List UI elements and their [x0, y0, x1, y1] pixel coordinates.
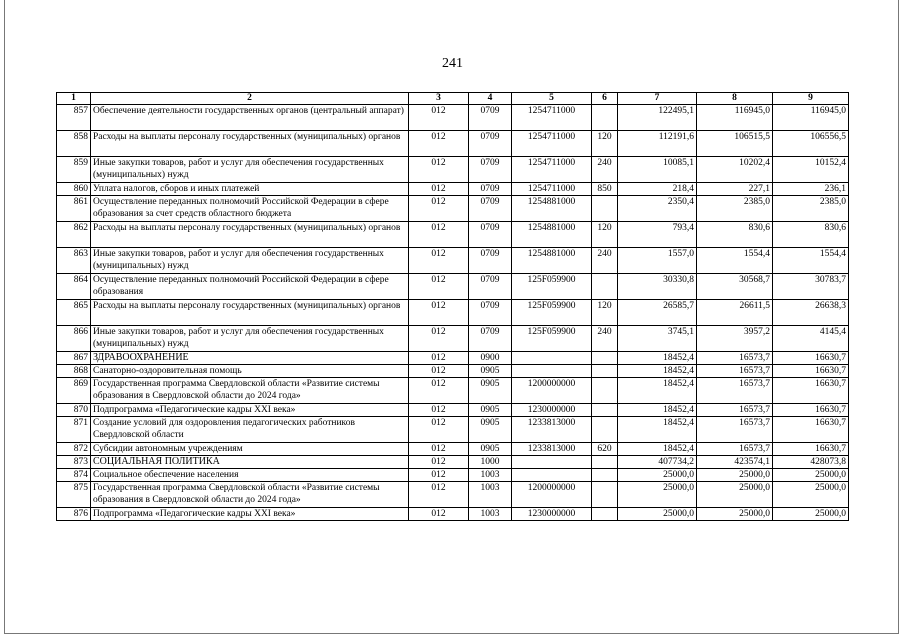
row-name: Государственная программа Свердловской области «Развитие системы образования в Свердловской области до 2024 года»: [91, 482, 409, 508]
row-number: 861: [57, 196, 91, 222]
row-ministry-code: 012: [409, 326, 469, 352]
row-target-code: 1254881000: [512, 248, 592, 274]
row-amount-2: 26611,5: [697, 300, 773, 326]
row-target-code: 1254711000: [512, 157, 592, 183]
row-ministry-code: 012: [409, 222, 469, 248]
row-name: Иные закупки товаров, работ и услуг для обеспечения государственных (муниципальных) нужд: [91, 248, 409, 274]
row-number: 858: [57, 131, 91, 157]
row-name: Обеспечение деятельности государственных органов (центральный аппарат): [91, 105, 409, 131]
row-expense-type: 120: [592, 300, 618, 326]
table-row: [57, 248, 849, 274]
row-amount-1: 407734,2: [618, 456, 697, 469]
row-name: Санаторно-оздоровительная помощь: [91, 365, 409, 378]
table-row: [57, 131, 849, 157]
row-target-code: 1254881000: [512, 196, 592, 222]
table-row: [57, 300, 849, 326]
row-name: Расходы на выплаты персоналу государственных (муниципальных) органов: [91, 300, 409, 326]
row-section-code: 1003: [469, 482, 512, 508]
row-number: 869: [57, 378, 91, 404]
row-target-code: 1230000000: [512, 508, 592, 521]
row-name: Иные закупки товаров, работ и услуг для обеспечения государственных (муниципальных) нужд: [91, 326, 409, 352]
table-row: [57, 157, 849, 183]
row-amount-3: 236,1: [773, 183, 849, 196]
row-expense-type: [592, 508, 618, 521]
row-amount-2: 16573,7: [697, 404, 773, 417]
header-row: [57, 93, 849, 105]
row-number: 862: [57, 222, 91, 248]
row-expense-type: [592, 352, 618, 365]
row-amount-3: 10152,4: [773, 157, 849, 183]
table-row: [57, 378, 849, 404]
row-amount-3: 116945,0: [773, 105, 849, 131]
row-target-code: [512, 456, 592, 469]
row-number: 864: [57, 274, 91, 300]
row-amount-1: 122495,1: [618, 105, 697, 131]
row-name: ЗДРАВООХРАНЕНИЕ: [91, 352, 409, 365]
row-amount-1: 18452,4: [618, 352, 697, 365]
table-row: [57, 417, 849, 443]
row-number: 873: [57, 456, 91, 469]
row-amount-2: 16573,7: [697, 365, 773, 378]
row-amount-3: 16630,7: [773, 378, 849, 404]
row-target-code: 1200000000: [512, 482, 592, 508]
row-amount-3: 16630,7: [773, 352, 849, 365]
row-ministry-code: 012: [409, 378, 469, 404]
row-name: Иные закупки товаров, работ и услуг для обеспечения государственных (муниципальных) нужд: [91, 157, 409, 183]
table-row: [57, 183, 849, 196]
row-name: Государственная программа Свердловской области «Развитие системы образования в Свердловской области до 2024 года»: [91, 378, 409, 404]
row-amount-3: 16630,7: [773, 443, 849, 456]
row-ministry-code: 012: [409, 274, 469, 300]
row-section-code: 1000: [469, 456, 512, 469]
row-amount-1: 18452,4: [618, 378, 697, 404]
row-name: Расходы на выплаты персоналу государственных (муниципальных) органов: [91, 131, 409, 157]
table-row: [57, 365, 849, 378]
row-expense-type: 240: [592, 326, 618, 352]
row-section-code: 0709: [469, 248, 512, 274]
row-ministry-code: 012: [409, 352, 469, 365]
row-name: Уплата налогов, сборов и иных платежей: [91, 183, 409, 196]
row-name: Осуществление переданных полномочий Российской Федерации в сфере образования: [91, 274, 409, 300]
row-section-code: 1003: [469, 508, 512, 521]
row-expense-type: [592, 378, 618, 404]
column-header-3: 3: [409, 93, 469, 105]
row-expense-type: 850: [592, 183, 618, 196]
row-ministry-code: 012: [409, 105, 469, 131]
row-section-code: 0709: [469, 157, 512, 183]
row-ministry-code: 012: [409, 131, 469, 157]
row-ministry-code: 012: [409, 508, 469, 521]
row-expense-type: [592, 365, 618, 378]
row-number: 867: [57, 352, 91, 365]
row-section-code: 0905: [469, 404, 512, 417]
row-name: Подпрограмма «Педагогические кадры XXI века»: [91, 404, 409, 417]
table-row: [57, 482, 849, 508]
row-amount-2: 106515,5: [697, 131, 773, 157]
column-header-2: 2: [91, 93, 409, 105]
row-amount-3: 830,6: [773, 222, 849, 248]
row-expense-type: 120: [592, 131, 618, 157]
table-row: [57, 222, 849, 248]
row-amount-3: 26638,3: [773, 300, 849, 326]
row-amount-1: 18452,4: [618, 443, 697, 456]
row-section-code: 0905: [469, 378, 512, 404]
column-header-8: 8: [697, 93, 773, 105]
row-amount-2: 25000,0: [697, 469, 773, 482]
row-name: Создание условий для оздоровления педагогических работников Свердловской области: [91, 417, 409, 443]
row-section-code: 0709: [469, 326, 512, 352]
row-expense-type: 120: [592, 222, 618, 248]
row-amount-3: 25000,0: [773, 482, 849, 508]
row-section-code: 0709: [469, 105, 512, 131]
row-number: 875: [57, 482, 91, 508]
row-amount-1: 18452,4: [618, 365, 697, 378]
column-header-1: 1: [57, 93, 91, 105]
table-row: [57, 508, 849, 521]
row-amount-3: 1554,4: [773, 248, 849, 274]
table-header: [57, 93, 849, 105]
row-amount-2: 2385,0: [697, 196, 773, 222]
table-row: [57, 326, 849, 352]
row-expense-type: 240: [592, 157, 618, 183]
row-ministry-code: 012: [409, 157, 469, 183]
row-name: Социальное обеспечение населения: [91, 469, 409, 482]
row-amount-2: 830,6: [697, 222, 773, 248]
row-section-code: 0709: [469, 222, 512, 248]
row-ministry-code: 012: [409, 482, 469, 508]
row-ministry-code: 012: [409, 443, 469, 456]
row-ministry-code: 012: [409, 365, 469, 378]
row-target-code: 125F059900: [512, 326, 592, 352]
table-row: [57, 196, 849, 222]
row-target-code: [512, 469, 592, 482]
row-expense-type: [592, 196, 618, 222]
row-amount-2: 116945,0: [697, 105, 773, 131]
row-target-code: 1254711000: [512, 131, 592, 157]
row-expense-type: [592, 274, 618, 300]
row-expense-type: [592, 404, 618, 417]
row-number: 876: [57, 508, 91, 521]
page-number: 241: [442, 56, 463, 71]
row-target-code: 1233813000: [512, 443, 592, 456]
row-name: Субсидии автономным учреждениям: [91, 443, 409, 456]
row-ministry-code: 012: [409, 183, 469, 196]
row-target-code: 1254711000: [512, 183, 592, 196]
budget-table: [56, 92, 849, 521]
column-header-4: 4: [469, 93, 512, 105]
row-expense-type: [592, 456, 618, 469]
row-amount-1: 1557,0: [618, 248, 697, 274]
row-amount-2: 30568,7: [697, 274, 773, 300]
row-target-code: 1254711000: [512, 105, 592, 131]
column-header-9: 9: [773, 93, 849, 105]
row-amount-2: 25000,0: [697, 508, 773, 521]
row-amount-3: 4145,4: [773, 326, 849, 352]
row-amount-1: 25000,0: [618, 469, 697, 482]
row-target-code: 125F059900: [512, 300, 592, 326]
row-expense-type: [592, 482, 618, 508]
row-number: 863: [57, 248, 91, 274]
row-section-code: 0905: [469, 443, 512, 456]
column-header-6: 6: [592, 93, 618, 105]
row-section-code: 0905: [469, 417, 512, 443]
row-amount-1: 18452,4: [618, 404, 697, 417]
row-amount-3: 428073,8: [773, 456, 849, 469]
row-section-code: 0709: [469, 274, 512, 300]
row-target-code: [512, 365, 592, 378]
row-target-code: 125F059900: [512, 274, 592, 300]
table-row: [57, 404, 849, 417]
row-expense-type: [592, 469, 618, 482]
row-amount-1: 793,4: [618, 222, 697, 248]
column-header-5: 5: [512, 93, 592, 105]
row-amount-1: 112191,6: [618, 131, 697, 157]
column-header-7: 7: [618, 93, 697, 105]
row-section-code: 0905: [469, 365, 512, 378]
row-amount-2: 25000,0: [697, 482, 773, 508]
row-target-code: 1233813000: [512, 417, 592, 443]
row-ministry-code: 012: [409, 300, 469, 326]
row-amount-3: 106556,5: [773, 131, 849, 157]
row-amount-1: 18452,4: [618, 417, 697, 443]
row-section-code: 0900: [469, 352, 512, 365]
table-row: [57, 105, 849, 131]
row-number: 872: [57, 443, 91, 456]
row-amount-2: 16573,7: [697, 352, 773, 365]
row-amount-2: 10202,4: [697, 157, 773, 183]
row-ministry-code: 012: [409, 196, 469, 222]
row-ministry-code: 012: [409, 417, 469, 443]
row-ministry-code: 012: [409, 248, 469, 274]
row-target-code: [512, 352, 592, 365]
row-expense-type: [592, 105, 618, 131]
row-name: Расходы на выплаты персоналу государственных (муниципальных) органов: [91, 222, 409, 248]
row-expense-type: 620: [592, 443, 618, 456]
row-amount-2: 423574,1: [697, 456, 773, 469]
row-section-code: 0709: [469, 196, 512, 222]
row-expense-type: [592, 417, 618, 443]
row-number: 874: [57, 469, 91, 482]
row-amount-1: 218,4: [618, 183, 697, 196]
row-amount-3: 2385,0: [773, 196, 849, 222]
row-number: 865: [57, 300, 91, 326]
table-row: [57, 274, 849, 300]
row-name: Осуществление переданных полномочий Российской Федерации в сфере образования за счет средств областного бюджета: [91, 196, 409, 222]
row-amount-2: 1554,4: [697, 248, 773, 274]
row-amount-1: 10085,1: [618, 157, 697, 183]
row-amount-1: 2350,4: [618, 196, 697, 222]
row-amount-3: 30783,7: [773, 274, 849, 300]
row-target-code: 1254881000: [512, 222, 592, 248]
row-amount-2: 3957,2: [697, 326, 773, 352]
row-amount-3: 16630,7: [773, 404, 849, 417]
row-amount-1: 3745,1: [618, 326, 697, 352]
row-number: 871: [57, 417, 91, 443]
row-name: СОЦИАЛЬНАЯ ПОЛИТИКА: [91, 456, 409, 469]
row-section-code: 0709: [469, 183, 512, 196]
row-number: 859: [57, 157, 91, 183]
row-ministry-code: 012: [409, 469, 469, 482]
row-section-code: 0709: [469, 300, 512, 326]
row-number: 860: [57, 183, 91, 196]
row-amount-2: 16573,7: [697, 378, 773, 404]
row-amount-3: 25000,0: [773, 469, 849, 482]
row-ministry-code: 012: [409, 456, 469, 469]
row-amount-3: 16630,7: [773, 417, 849, 443]
row-target-code: 1200000000: [512, 378, 592, 404]
row-amount-2: 227,1: [697, 183, 773, 196]
row-amount-3: 25000,0: [773, 508, 849, 521]
row-target-code: 1230000000: [512, 404, 592, 417]
row-amount-1: 26585,7: [618, 300, 697, 326]
row-amount-1: 25000,0: [618, 482, 697, 508]
row-number: 870: [57, 404, 91, 417]
row-amount-2: 16573,7: [697, 443, 773, 456]
row-section-code: 1003: [469, 469, 512, 482]
row-number: 857: [57, 105, 91, 131]
row-number: 866: [57, 326, 91, 352]
row-number: 868: [57, 365, 91, 378]
row-amount-2: 16573,7: [697, 417, 773, 443]
row-expense-type: 240: [592, 248, 618, 274]
row-amount-1: 25000,0: [618, 508, 697, 521]
table-row: [57, 443, 849, 456]
table-row: [57, 456, 849, 469]
row-amount-1: 30330,8: [618, 274, 697, 300]
table-body: [57, 105, 849, 521]
row-section-code: 0709: [469, 131, 512, 157]
row-amount-3: 16630,7: [773, 365, 849, 378]
row-ministry-code: 012: [409, 404, 469, 417]
table-row: [57, 352, 849, 365]
row-name: Подпрограмма «Педагогические кадры XXI века»: [91, 508, 409, 521]
table-row: [57, 469, 849, 482]
